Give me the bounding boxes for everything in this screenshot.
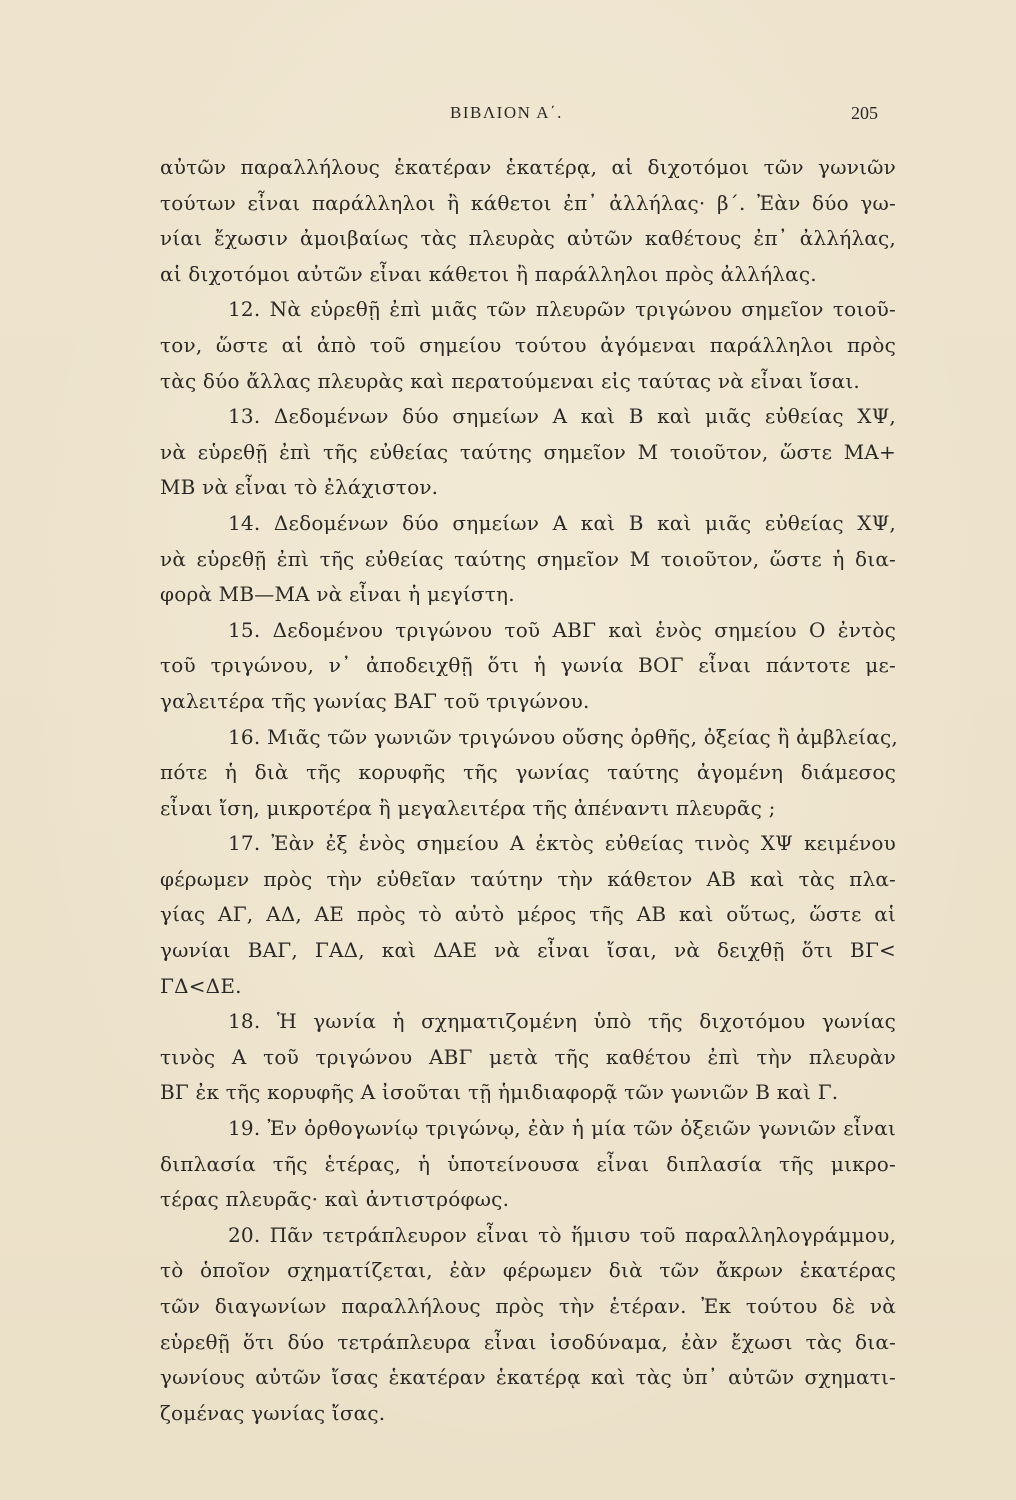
text-line: γωνίους αὐτῶν ἴσας ἑκατέραν ἑκατέρᾳ καὶ τὰς ὑπ᾽ αὐτῶν σχηματι- bbox=[160, 1365, 896, 1390]
exercise-20-start: 20. Πᾶν τετράπλευρον εἶναι τὸ ἥμισυ τοῦ παραλληλογράμμου, bbox=[228, 1222, 896, 1247]
exercise-13-start: 13. Δεδομένων δύο σημείων Α καὶ Β καὶ μιᾶς εὐθείας ΧΨ, bbox=[228, 404, 896, 429]
text-line: τὸ ὁποῖον σχηματίζεται, ἐὰν φέρωμεν διὰ τῶν ἄκρων ἑκατέρας bbox=[160, 1258, 896, 1283]
text-line: τινὸς Α τοῦ τριγώνου ΑΒΓ μετὰ τῆς καθέτου ἐπὶ τὴν πλευρὰν bbox=[160, 1044, 896, 1069]
text-line: αὐτῶν παραλλήλους ἑκατέραν ἑκατέρᾳ, αἱ διχοτόμοι τῶν γωνιῶν bbox=[160, 155, 896, 179]
text-line: εἶναι ἴση, μικροτέρα ἢ μεγαλειτέρα τῆς ἀπέναντι πλευρᾶς ; bbox=[160, 795, 776, 820]
text-line: τον, ὥστε αἱ ἀπὸ τοῦ σημείου τούτου ἀγόμεναι παράλληλοι πρὸς bbox=[160, 332, 896, 357]
exercise-17-start: 17. Ἐὰν ἐξ ἑνὸς σημείου Α ἐκτὸς εὐθείας τινὸς ΧΨ κειμένου bbox=[228, 831, 896, 856]
exercise-18-start: 18. Ἡ γωνία ἡ σχηματιζομένη ὑπὸ τῆς διχοτόμου γωνίας bbox=[228, 1009, 896, 1034]
text-line: πότε ἡ διὰ τῆς κορυφῆς τῆς γωνίας ταύτης ἀγομένη διάμεσος bbox=[160, 760, 896, 785]
text-line: φέρωμεν πρὸς τὴν εὐθεῖαν ταύτην τὴν κάθετον ΑΒ καὶ τὰς πλα- bbox=[160, 866, 896, 891]
exercise-19-start: 19. Ἐν ὀρθογωνίῳ τριγώνῳ, ἐὰν ἡ μία τῶν ὀξειῶν γωνιῶν εἶναι bbox=[228, 1116, 896, 1141]
text-line: τῶν διαγωνίων παραλλήλους πρὸς τὴν ἑτέραν. Ἐκ τούτου δὲ νὰ bbox=[160, 1294, 896, 1318]
running-head bbox=[160, 103, 878, 127]
exercise-14-start: 14. Δεδομένων δύο σημείων Α καὶ Β καὶ μιᾶς εὐθείας ΧΨ, bbox=[228, 510, 896, 535]
exercise-15-start: 15. Δεδομένου τριγώνου τοῦ ΑΒΓ καὶ ἑνὸς σημείου Ο ἐντὸς bbox=[228, 617, 896, 642]
text-line: γίας ΑΓ, ΑΔ, ΑΕ πρὸς τὸ αὐτὸ μέρος τῆς ΑΒ καὶ οὕτως, ὥστε αἱ bbox=[160, 902, 896, 927]
text-line: ΓΔ<ΔΕ. bbox=[160, 973, 242, 998]
text-line: τοῦ τριγώνου, ν᾽ ἀποδειχθῇ ὅτι ἡ γωνία ΒΟΓ εἶναι πάντοτε με- bbox=[160, 653, 896, 678]
text-line: ζομένας γωνίας ἴσας. bbox=[160, 1400, 386, 1425]
text-line: ΜΒ νὰ εἶναι τὸ ἐλάχιστον. bbox=[160, 475, 439, 500]
text-line: νίαι ἔχωσιν ἀμοιβαίως τὰς πλευρὰς αὐτῶν καθέτους ἐπ᾽ ἀλλήλας, bbox=[160, 226, 896, 251]
text-line: νὰ εὑρεθῇ ἐπὶ τῆς εὐθείας ταύτης σημεῖον Μ τοιοῦτον, ὥστε ἡ δια- bbox=[160, 546, 896, 571]
text-line: ΒΓ ἐκ τῆς κορυφῆς Α ἰσοῦται τῇ ἡμιδιαφορᾷ τῶν γωνιῶν Β καὶ Γ. bbox=[160, 1080, 839, 1105]
text-line: τὰς δύο ἄλλας πλευρὰς καὶ περατούμεναι εἰς ταύτας νὰ εἶναι ἴσαι. bbox=[160, 368, 860, 393]
text-line: γωνίαι ΒΑΓ, ΓΑΔ, καὶ ΔΑΕ νὰ εἶναι ἴσαι, νὰ δειχθῇ ὅτι ΒΓ< bbox=[160, 938, 896, 963]
text-line: τέρας πλευρᾶς· καὶ ἀντιστρόφως. bbox=[160, 1187, 510, 1212]
page-number: 205 bbox=[851, 103, 878, 123]
text-line: νὰ εὑρεθῇ ἐπὶ τῆς εὐθείας ταύτης σημεῖον Μ τοιοῦτον, ὥστε ΜΑ+ bbox=[160, 439, 896, 464]
exercise-16-start: 16. Μιᾶς τῶν γωνιῶν τριγώνου οὔσης ὀρθῆς, ὀξείας ἢ ἀμβλείας, bbox=[228, 724, 898, 749]
text-line: γαλειτέρα τῆς γωνίας ΒΑΓ τοῦ τριγώνου. bbox=[160, 688, 590, 713]
text-line: αἱ διχοτόμοι αὐτῶν εἶναι κάθετοι ἢ παράλληλοι πρὸς ἀλλήλας. bbox=[160, 261, 817, 286]
text-line: φορὰ ΜΒ—ΜΑ νὰ εἶναι ἡ μεγίστη. bbox=[160, 582, 515, 607]
text-line: τούτων εἶναι παράλληλοι ἢ κάθετοι ἐπ᾽ ἀλλήλας· β΄. Ἐὰν δύο γω- bbox=[160, 190, 896, 215]
exercise-12-start: 12. Νὰ εὑρεθῇ ἐπὶ μιᾶς τῶν πλευρῶν τριγώνου σημεῖον τοιοῦ- bbox=[228, 297, 896, 322]
text-line: διπλασία τῆς ἑτέρας, ἡ ὑποτείνουσα εἶναι διπλασία τῆς μικρο- bbox=[160, 1151, 896, 1176]
body-text bbox=[160, 150, 896, 1431]
text-line: εὑρεθῇ ὅτι δύο τετράπλευρα εἶναι ἰσοδύναμα, ἐὰν ἔχωσι τὰς δια- bbox=[160, 1329, 896, 1354]
book-section-title: ΒΙΒΛΙΟΝ Α΄. bbox=[450, 103, 563, 122]
